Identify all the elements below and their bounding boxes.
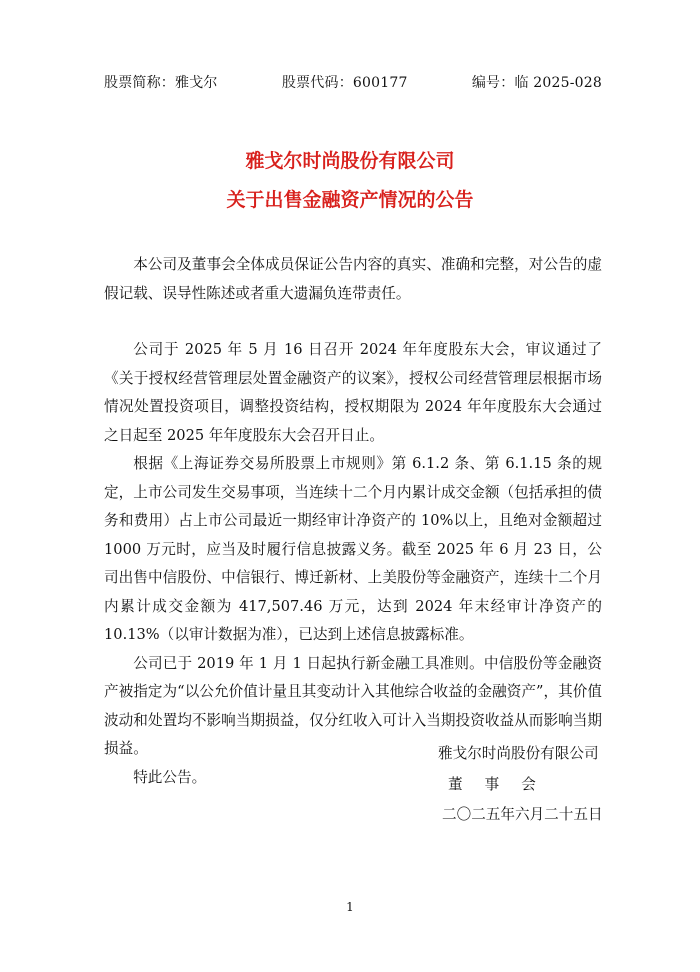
paragraph-disclaimer: 本公司及董事会全体成员保证公告内容的真实、准确和完整，对公告的虚假记载、误导性陈述或者重大遗漏负连带责任。 <box>104 256 602 302</box>
title-company: 雅戈尔时尚股份有限公司 <box>245 150 455 172</box>
paragraph-authorization: 公司于 2025 年 5 月 16 日召开 2024 年年度股东大会，审议通过了《关于授权经营管理层处置金融资产的议案》，授权公司经营管理层根据市场情况处置投资项目，调整投资结构，授权期限为 2024 年年度股东大会通过之日起至 2025 年年度股东大会召开日止。 <box>104 341 602 444</box>
title-subject: 关于出售金融资产情况的公告 <box>226 189 474 211</box>
paragraph-accounting: 公司已于 2019 年 1 月 1 日起执行新金融工具准则。中信股份等金融资产被指定为“以公允价值计量且其变动计入其他综合收益的金融资产”，其价值波动和处置均不影响当期损益，仅分红收入可计入当期投资收益从而影响当期损益。 <box>104 654 602 757</box>
paragraph-disclosure-rule: 根据《上海证券交易所股票上市规则》第 6.1.2 条、第 6.1.15 条的规定，上市公司发生交易事项，当连续十二个月内累计成交金额（包括承担的债务和费用）占上市公司最近一期经审计净资产的 10%以上，且绝对金额超过 1000 万元时，应当及时履行信息披露义务。截至 2025 年 6 月 23 日，公司出售中信股份、中信银行、博迁新材、上美股份等金融资产，连续十二个月内累计成交金额为 417,507.46 万元，达到 2024 年末经审计净资产的 10.13%（以审计数据为准），已达到上述信息披露标准。 <box>104 455 602 643</box>
announcement-body <box>104 251 602 792</box>
announcement-number: 编号：临 2025-028 <box>471 75 602 91</box>
stock-short-name: 股票简称：雅戈尔 <box>104 75 218 91</box>
signature-board: 董事会 <box>448 776 558 793</box>
paragraph-closing: 特此公告。 <box>133 768 207 786</box>
stock-code: 股票代码：600177 <box>281 75 408 91</box>
document-header <box>104 70 602 94</box>
signature-date: 二〇二五年六月二十五日 <box>442 806 603 823</box>
signature-company: 雅戈尔时尚股份有限公司 <box>438 745 599 762</box>
page-number: 1 <box>346 900 354 914</box>
